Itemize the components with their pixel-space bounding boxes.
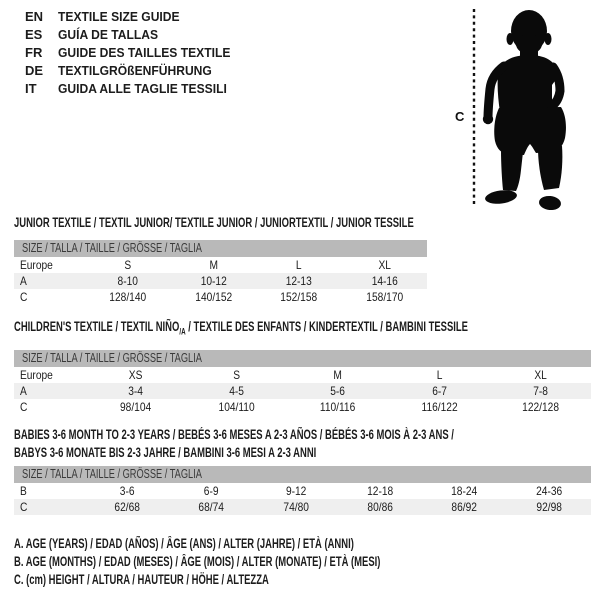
size-cell: 116/122: [421, 400, 458, 414]
baby-arm-right: [552, 67, 560, 106]
row-label: A: [19, 274, 27, 288]
size-cell: 6-9: [204, 484, 219, 498]
language-code: ES: [25, 26, 43, 42]
size-header-label: SIZE / TALLA / TAILLE / GRÖSSE / TAGLIA: [22, 467, 202, 481]
row-label: C: [19, 400, 28, 414]
row-label: Europe: [19, 368, 53, 382]
junior-section-title: JUNIOR TEXTILE / TEXTIL JUNIOR/ TEXTILE JUNIOR / JUNIORTEXTIL / JUNIOR TESSILE: [14, 215, 414, 230]
size-cell: S: [233, 368, 241, 382]
size-cell: 14-16: [371, 274, 398, 288]
size-cell: 140/152: [194, 290, 232, 304]
row-label: C: [19, 500, 28, 514]
baby-leg-right: [538, 146, 562, 190]
row-label: Europe: [19, 258, 53, 272]
legend-note-c: C. (cm) HEIGHT / ALTURA / HAUTEUR / HÖHE / ALTEZZA: [14, 572, 269, 587]
legend-note-b: B. AGE (MONTHS) / EDAD (MESES) / ÂGE (MOIS) / ALTER (MONATE) / ETÀ (MESI): [14, 554, 381, 569]
table-row-c: [14, 289, 427, 305]
baby-figure: [440, 0, 600, 220]
size-cell: 152/158: [280, 290, 318, 304]
size-cell: XL: [534, 368, 547, 382]
legend-note-a: A. AGE (YEARS) / EDAD (AÑOS) / ÂGE (ANS) / ALTER (JAHRE) / ETÀ (ANNI): [14, 536, 354, 551]
language-code: EN: [25, 8, 44, 24]
table-row-b: [14, 483, 591, 499]
language-row: [25, 7, 243, 25]
size-cell: 12-18: [367, 484, 394, 498]
children-section-title: CHILDREN'S TEXTILE / TEXTIL $NIÑO_{/A}$ / TEXTILE DES ENFANTS / KINDERTEXTIL / BAMBINI TESSILE: [14, 319, 468, 337]
table-row-c: [14, 499, 591, 515]
size-cell: 86/92: [451, 500, 478, 514]
size-cell: 62/68: [114, 500, 140, 514]
size-cell: 128/140: [109, 290, 147, 304]
size-cell: 9-12: [285, 484, 307, 498]
size-cell: 122/128: [521, 400, 559, 414]
size-cell: XS: [128, 368, 143, 382]
children-title-subscript: /A: [179, 326, 186, 337]
children-size-table: [14, 350, 591, 415]
size-cell: 98/104: [120, 400, 152, 414]
size-cell: 4-5: [229, 384, 245, 398]
language-label: TEXTILE SIZE GUIDE: [58, 8, 180, 24]
row-label: A: [19, 384, 27, 398]
height-marker-label: C: [455, 109, 465, 124]
baby-silhouette: [483, 10, 566, 211]
table-row-europe: [14, 367, 591, 383]
size-header-label: SIZE / TALLA / TAILLE / GRÖSSE / TAGLIA: [22, 351, 202, 365]
size-cell: M: [209, 258, 218, 272]
baby-ear-right: [545, 33, 552, 45]
size-cell: 12-13: [285, 274, 312, 288]
size-cell: L: [436, 368, 443, 382]
size-cell: 7-8: [533, 384, 548, 398]
babies-title-line-2: BABYS 3-6 MONATE BIS 2-3 JAHRE / BAMBINI 3-6 MESI A 2-3 ANNI: [14, 445, 317, 460]
babies-title-line-1: BABIES 3-6 MONTH TO 2-3 YEARS / BEBÉS 3-6 MESES A 2-3 AÑOS / BÉBÉS 3-6 MOIS À 2-3 ANS /: [14, 427, 454, 442]
table-row-a: [14, 273, 427, 289]
size-cell: 5-6: [330, 384, 346, 398]
language-row: [25, 25, 243, 43]
size-cell: S: [124, 258, 132, 272]
language-code: DE: [25, 62, 44, 78]
baby-foot-right: [538, 195, 561, 211]
size-cell: 74/80: [283, 500, 309, 514]
size-cell: 80/86: [367, 500, 393, 514]
size-cell: 110/116: [320, 400, 356, 414]
size-cell: 3-6: [119, 484, 135, 498]
size-header-band: [14, 350, 591, 367]
size-cell: 3-4: [128, 384, 143, 398]
size-cell: 158/170: [365, 290, 403, 304]
language-label: GUIDA ALLE TAGLIE TESSILI: [58, 80, 227, 96]
size-cell: 68/74: [198, 500, 225, 514]
baby-leg-left: [501, 150, 523, 191]
size-cell: XL: [378, 258, 391, 272]
babies-size-table: [14, 466, 591, 515]
size-header-label: SIZE / TALLA / TAILLE / GRÖSSE / TAGLIA: [22, 241, 202, 255]
legend-notes: [14, 535, 537, 589]
language-label: GUÍA DE TALLAS: [58, 26, 159, 42]
size-cell: 10-12: [200, 274, 227, 288]
baby-hand-left: [483, 114, 493, 124]
baby-ear-left: [507, 33, 514, 45]
size-cell: M: [333, 368, 343, 382]
language-title-list: [25, 7, 243, 97]
size-header-band: [14, 466, 591, 483]
size-cell: 6-7: [431, 384, 447, 398]
language-code: IT: [25, 80, 37, 96]
size-cell: 18-24: [451, 484, 478, 498]
language-row: [25, 43, 243, 61]
size-cell: L: [295, 258, 302, 272]
row-label: C: [19, 290, 28, 304]
language-row: [25, 79, 243, 97]
size-cell: 92/98: [536, 500, 562, 514]
size-header-band: [14, 240, 427, 257]
language-code: FR: [25, 44, 43, 60]
size-cell: 104/110: [218, 400, 255, 414]
row-label: B: [19, 484, 27, 498]
table-row-c: [14, 399, 591, 415]
size-cell: 24-36: [535, 484, 562, 498]
language-label: GUIDE DES TAILLES TEXTILE: [58, 44, 231, 60]
junior-size-table: [14, 240, 427, 305]
baby-foot-left: [484, 189, 517, 206]
size-cell: 8-10: [117, 274, 138, 288]
language-label: TEXTILGRÖßENFÜHRUNG: [58, 62, 212, 78]
table-row-a: [14, 383, 591, 399]
babies-section-title: [14, 426, 600, 462]
table-row-europe: [14, 257, 427, 273]
language-row: [25, 61, 243, 79]
